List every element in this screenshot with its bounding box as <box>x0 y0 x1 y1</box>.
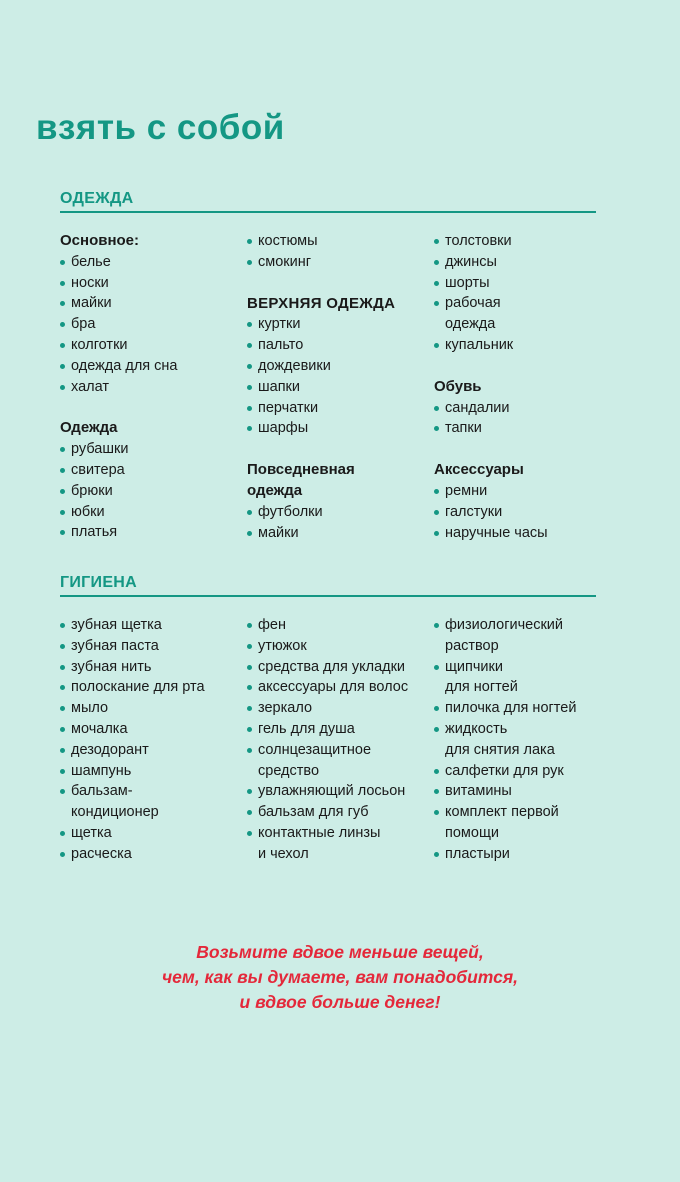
list-item <box>60 481 247 502</box>
list-item-text: бра <box>71 316 96 333</box>
list-item <box>434 615 596 657</box>
list-item <box>247 377 434 398</box>
list-item-text: куртки <box>258 316 301 333</box>
list-item <box>434 273 596 294</box>
list-item <box>60 314 247 335</box>
list-item-text: пластыри <box>445 845 510 862</box>
group-title: Аксессуары <box>434 461 524 479</box>
list-item <box>247 398 434 419</box>
list-item-text: одежда <box>445 316 496 333</box>
list-item-text: платья <box>71 524 118 541</box>
list-item <box>247 823 434 865</box>
list-item <box>60 377 247 398</box>
list-item <box>60 844 247 865</box>
list-item-text: майки <box>71 295 112 312</box>
list-item-text: бальзам- <box>71 783 133 800</box>
item-list <box>247 502 434 544</box>
list-item-text: перчатки <box>258 399 319 416</box>
item-group <box>247 615 434 865</box>
list-item <box>60 273 247 294</box>
list-item-text: белье <box>71 253 111 270</box>
list-item <box>247 418 434 439</box>
list-item <box>60 502 247 523</box>
item-group <box>434 615 596 865</box>
list-item-text: для ногтей <box>445 679 518 696</box>
list-item <box>60 615 247 636</box>
list-item-text: носки <box>71 274 109 291</box>
item-list <box>434 481 596 543</box>
section-heading: ГИГИЕНА <box>60 574 596 597</box>
list-item-text: футболки <box>258 503 323 520</box>
list-item-text: аксессуары для волос <box>258 679 409 696</box>
list-item-text: зубная нить <box>71 658 152 675</box>
list-column <box>247 615 434 886</box>
list-item <box>434 418 596 439</box>
list-item-text: и чехол <box>258 845 309 862</box>
item-list <box>434 615 596 865</box>
list-item-text: смокинг <box>258 253 312 270</box>
list-item <box>60 761 247 782</box>
list-item <box>60 823 247 844</box>
list-item-text: мочалка <box>71 720 128 737</box>
section-columns <box>60 231 596 564</box>
list-item-text: раствор <box>445 637 499 654</box>
item-list <box>247 615 434 865</box>
list-item <box>247 677 434 698</box>
quote-line: и вдвое больше денег! <box>239 992 441 1012</box>
item-group <box>60 418 247 543</box>
list-item-text: средство <box>258 762 320 779</box>
item-group <box>60 615 247 865</box>
group-title: Основное: <box>60 232 140 249</box>
list-item <box>60 781 247 823</box>
list-item-text: пальто <box>258 337 304 354</box>
list-item <box>434 761 596 782</box>
group-title: Обувь <box>434 377 482 395</box>
list-item <box>434 719 596 761</box>
group-title: Одежда <box>60 419 118 437</box>
list-item-text: контактные линзы <box>258 824 381 841</box>
list-item <box>247 335 434 356</box>
list-item <box>60 719 247 740</box>
list-item-text: брюки <box>71 482 113 499</box>
list-item-text: салфетки для рук <box>445 762 564 779</box>
list-item-text: средства для укладки <box>258 658 406 675</box>
list-item-text: гель для душа <box>258 720 355 737</box>
list-item <box>247 802 434 823</box>
list-item-text: физиологический <box>445 617 564 633</box>
list-item-text: ремни <box>445 482 488 499</box>
list-item-text: расческа <box>71 845 132 862</box>
list-item <box>60 698 247 719</box>
list-item-text: дезодорант <box>71 741 149 758</box>
list-item-text: рубашки <box>71 441 129 458</box>
list-item <box>434 698 596 719</box>
list-item-text: зубная паста <box>71 637 159 654</box>
item-list <box>434 231 596 356</box>
list-item <box>247 740 434 782</box>
list-item-text: шарфы <box>258 420 309 437</box>
item-list <box>247 231 434 273</box>
item-group <box>247 294 434 440</box>
list-item <box>434 802 596 844</box>
group-title <box>247 460 434 502</box>
list-item-text: рабочая <box>445 295 501 312</box>
list-item <box>434 502 596 523</box>
list-item-text: тапки <box>445 420 482 437</box>
quote-line: Возьмите вдвое меньше вещей, <box>196 942 484 962</box>
list-item-text: зубная щетка <box>71 617 162 633</box>
list-item <box>434 657 596 699</box>
list-column <box>60 231 247 564</box>
list-item-text: колготки <box>71 336 128 353</box>
list-item <box>434 231 596 252</box>
list-item <box>434 293 596 335</box>
list-item <box>247 719 434 740</box>
list-item <box>60 252 247 273</box>
item-group <box>60 231 247 397</box>
item-group <box>247 460 434 543</box>
list-item <box>434 781 596 802</box>
list-item-text: джинсы <box>445 253 497 270</box>
group-title-line: Повседневная <box>247 461 355 479</box>
list-item-text: сандалии <box>445 399 510 416</box>
list-item <box>60 657 247 678</box>
list-item <box>60 677 247 698</box>
list-item <box>247 657 434 678</box>
list-item-text: шапки <box>258 378 300 395</box>
list-item-text: шампунь <box>71 762 132 779</box>
list-item-text: полоскание для рта <box>71 679 205 696</box>
section-hygiene <box>60 574 596 886</box>
item-list <box>60 439 247 543</box>
list-item-text: свитера <box>71 461 125 478</box>
list-item-text: утюжок <box>258 637 307 654</box>
list-item <box>434 844 596 865</box>
group-title: ВЕРХНЯЯ ОДЕЖДА <box>247 294 396 312</box>
list-item-text: для снятия лака <box>445 741 555 758</box>
list-item-text: шорты <box>445 274 490 291</box>
list-item <box>434 398 596 419</box>
item-list <box>434 398 596 440</box>
list-item-text: наручные часы <box>445 524 548 541</box>
section-heading: ОДЕЖДА <box>60 190 596 213</box>
list-item-text: юбки <box>71 503 105 520</box>
list-item-text: кондиционер <box>71 804 159 821</box>
list-item-text: халат <box>71 378 109 395</box>
list-item <box>247 252 434 273</box>
list-item <box>60 522 247 543</box>
list-item <box>247 698 434 719</box>
item-list <box>60 615 247 865</box>
list-column <box>247 231 434 564</box>
quote-line: чем, как вы думаете, вам понадобится, <box>161 967 519 987</box>
item-group <box>434 231 596 356</box>
list-item <box>60 335 247 356</box>
list-item-text: помощи <box>445 824 499 841</box>
list-item-text: щипчики <box>445 658 503 675</box>
list-item <box>434 335 596 356</box>
list-item-text: одежда для сна <box>71 357 178 374</box>
list-item <box>60 740 247 761</box>
list-item-text: дождевики <box>258 357 331 374</box>
list-item-text: витамины <box>445 783 512 800</box>
list-item <box>247 781 434 802</box>
list-item <box>247 231 434 252</box>
page-title: взять с собой <box>36 108 285 147</box>
list-item <box>60 293 247 314</box>
list-item <box>247 615 434 636</box>
list-item <box>434 523 596 544</box>
group-title-line: одежда <box>247 481 303 499</box>
section-columns <box>60 615 596 886</box>
list-item <box>60 439 247 460</box>
list-item <box>247 314 434 335</box>
item-group <box>434 460 596 543</box>
list-item-text: галстуки <box>445 503 503 520</box>
list-item-text: зеркало <box>258 700 313 717</box>
list-item-text: бальзам для губ <box>258 804 369 821</box>
list-column <box>434 231 596 564</box>
list-item <box>434 252 596 273</box>
list-item-text: костюмы <box>258 233 318 249</box>
list-item <box>434 481 596 502</box>
list-item-text: фен <box>258 617 287 633</box>
list-item <box>247 502 434 523</box>
list-item <box>247 636 434 657</box>
item-list <box>247 314 434 439</box>
closing-quote <box>0 940 680 1015</box>
list-column <box>60 615 247 886</box>
section-clothing <box>60 190 596 564</box>
list-item-text: купальник <box>445 336 514 353</box>
item-list <box>60 252 247 398</box>
list-item-text: мыло <box>71 700 109 717</box>
list-item <box>60 460 247 481</box>
list-item-text: жидкость <box>445 720 508 737</box>
list-item <box>60 636 247 657</box>
list-item-text: щетка <box>71 824 112 841</box>
list-item <box>247 356 434 377</box>
list-item-text: майки <box>258 524 299 541</box>
list-item-text: комплект первой <box>445 804 559 821</box>
item-group <box>247 231 434 273</box>
item-group <box>434 377 596 439</box>
list-item-text: толстовки <box>445 233 512 249</box>
list-item-text: солнцезащитное <box>258 741 372 758</box>
list-item <box>247 523 434 544</box>
list-item-text: пилочка для ногтей <box>445 700 577 717</box>
list-item-text: увлажняющий лосьон <box>258 783 406 800</box>
list-column <box>434 615 596 886</box>
list-item <box>60 356 247 377</box>
